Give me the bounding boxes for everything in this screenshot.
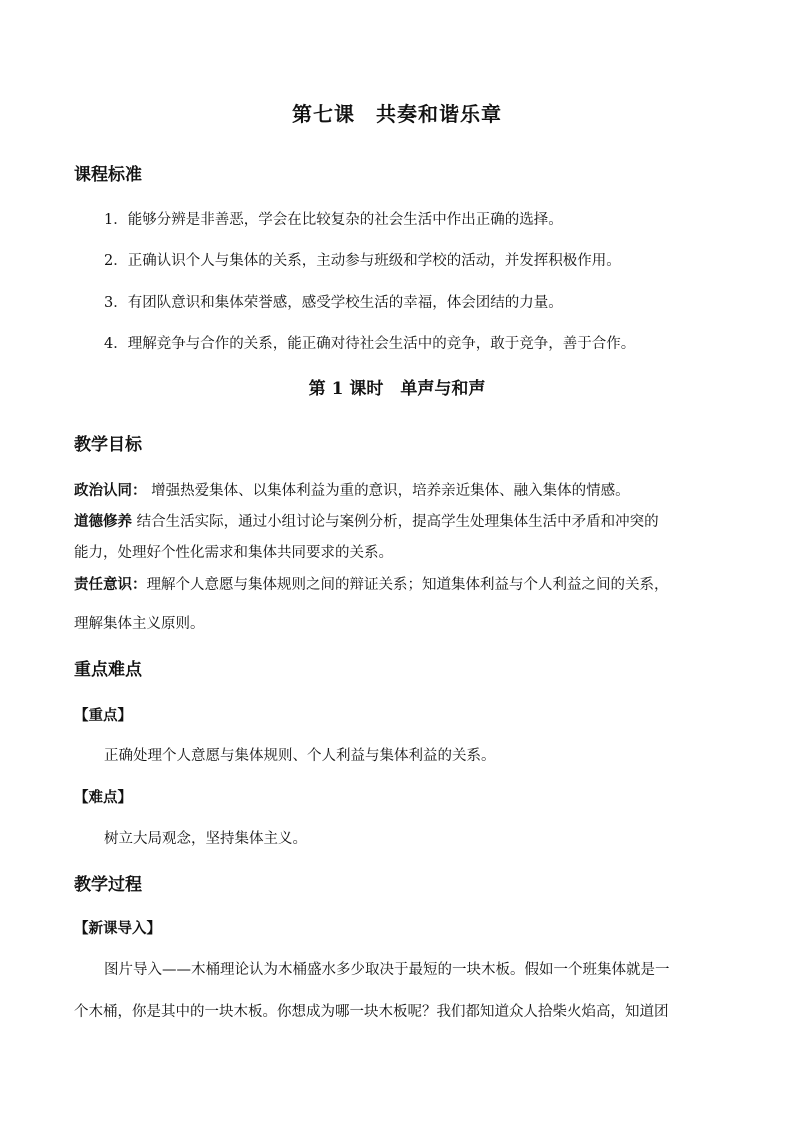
- key-point-text: 正确处理个人意愿与集体规则、个人利益与集体利益的关系。: [104, 748, 496, 764]
- goal-responsibility-label: 责任意识：: [74, 576, 147, 593]
- intro-paragraph-line-1: 图片导入——木桶理论认为木桶盛水多少取决于最短的一块木板。假如一个班集体就是一: [104, 962, 670, 978]
- heading-teaching-goals: 教学目标: [74, 435, 142, 455]
- key-point-label: 【重点】: [74, 707, 132, 724]
- heading-teaching-process: 教学过程: [74, 875, 142, 895]
- goal-responsibility: [74, 573, 669, 594]
- goal-moral-label: 道德修养: [74, 513, 132, 530]
- standard-item-2: 2．正确认识个人与集体的关系，主动参与班级和学校的活动，并发挥积极作用。: [104, 253, 621, 269]
- goal-responsibility-text: 理解个人意愿与集体规则之间的辩证关系；知道集体利益与个人利益之间的关系，: [146, 577, 669, 593]
- standard-item-1: 1．能够分辨是非善恶，学会在比较复杂的社会生活中作出正确的选择。: [104, 212, 563, 228]
- lesson-title: 第 1 课时 单声与和声: [308, 379, 486, 399]
- intro-paragraph-line-2: 个木桶，你是其中的一块木板。你想成为哪一块木板呢？我们都知道众人拾柴火焰高，知道团: [74, 1004, 669, 1020]
- goal-moral-text: 结合生活实际，通过小组讨论与案例分析，提高学生处理集体生活中矛盾和冲突的: [132, 514, 659, 530]
- difficulty-text: 树立大局观念，坚持集体主义。: [104, 831, 307, 847]
- heading-key-points: 重点难点: [74, 660, 142, 680]
- goal-political: [74, 479, 630, 500]
- heading-course-standards: 课程标准: [74, 165, 142, 185]
- new-lesson-intro-label: 【新课导入】: [74, 920, 161, 937]
- standard-item-4: 4．理解竞争与合作的关系，能正确对待社会生活中的竞争，敢于竞争，善于合作。: [104, 336, 636, 352]
- goal-political-label: 政治认同：: [74, 482, 147, 499]
- goal-moral-continued: 能力，处理好个性化需求和集体共同要求的关系。: [74, 545, 393, 561]
- goal-moral: [74, 510, 659, 531]
- goal-political-text: 增强热爱集体、以集体利益为重的意识，培养亲近集体、融入集体的情感。: [146, 483, 630, 499]
- difficulty-label: 【难点】: [74, 789, 132, 806]
- page-title: 第七课 共奏和谐乐章: [292, 102, 502, 126]
- standard-item-3: 3．有团队意识和集体荣誉感，感受学校生活的幸福，体会团结的力量。: [104, 295, 563, 311]
- goal-responsibility-continued: 理解集体主义原则。: [74, 616, 205, 632]
